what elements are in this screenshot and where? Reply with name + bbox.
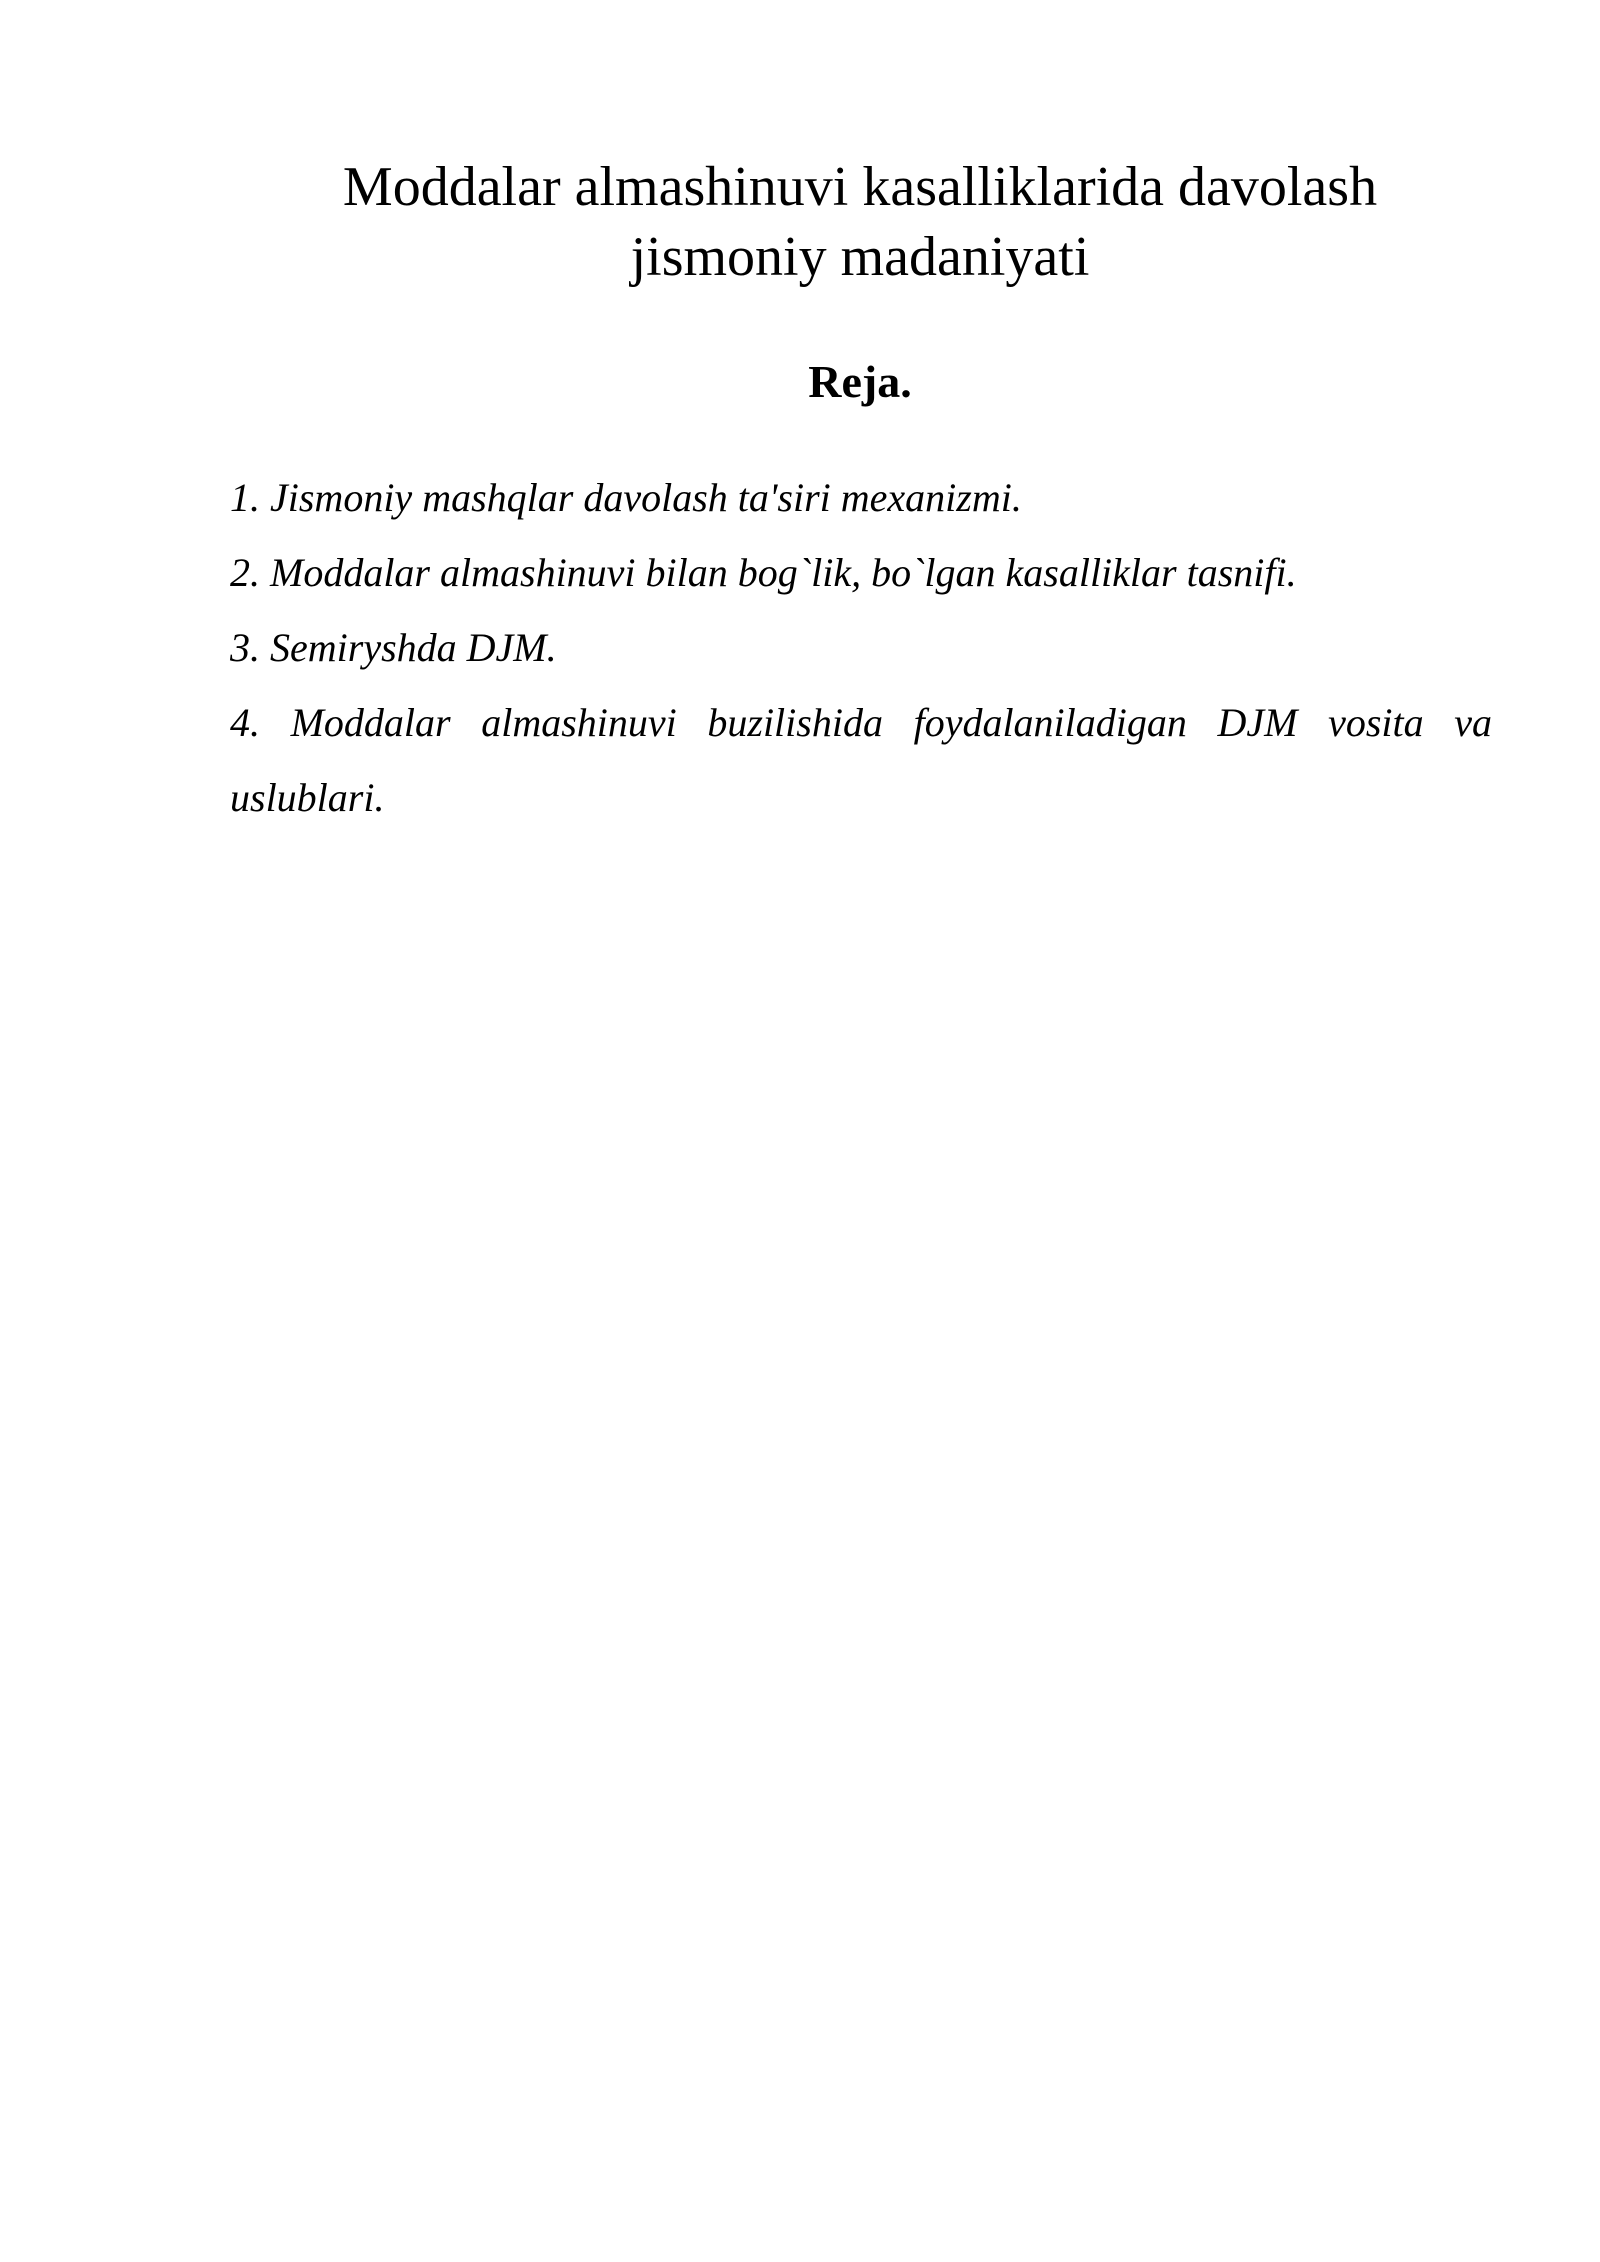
document-title-line-1: Moddalar almashinuvi kasalliklarida davolash: [342, 156, 1378, 218]
plan-item-4: 4. Moddalar almashinuvi buzilishida foydalaniladigan DJM vosita va uslublari.: [230, 700, 1492, 820]
plan-heading: Reja.: [808, 356, 912, 407]
document-title: [230, 152, 1490, 292]
plan-list: [230, 460, 1492, 835]
document-title-line-2: jismoniy madaniyati: [630, 226, 1090, 288]
plan-item-3: 3. Semiryshda DJM.: [230, 625, 557, 670]
plan-item-2: 2. Moddalar almashinuvi bilan bog`lik, bo`lgan kasalliklar tasnifi.: [230, 550, 1297, 595]
plan-item-1: 1. Jismoniy mashqlar davolash ta'siri mexanizmi.: [230, 475, 1022, 520]
